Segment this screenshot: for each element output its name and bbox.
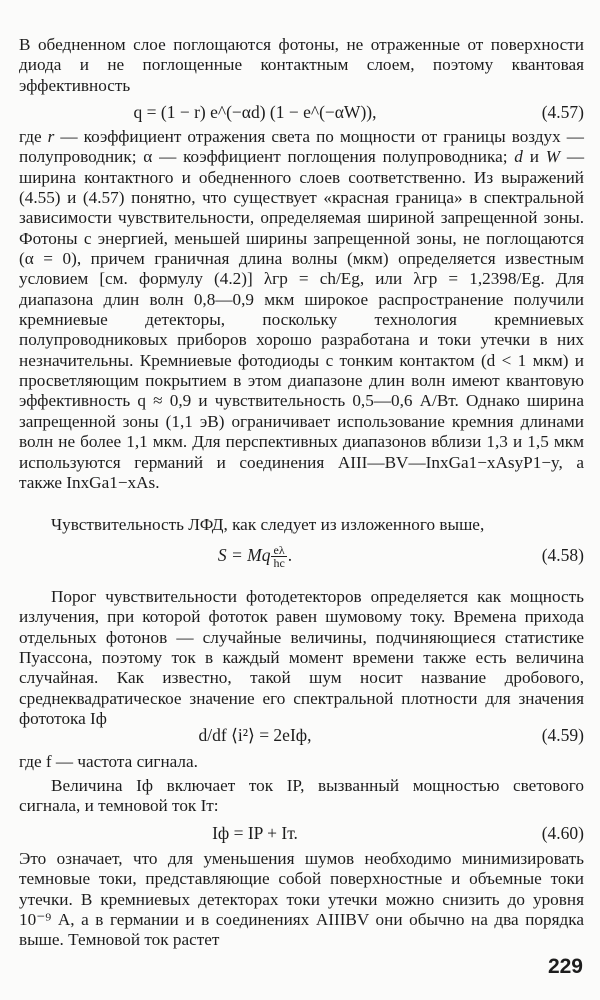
paragraph-intro: В обедненном слое поглощаются фотоны, не отраженные от поверхности диода и не поглощенные контактным слоем, поэтому квантовая эффективность bbox=[19, 35, 584, 95]
paragraph-current: Величина Iф включает ток IP, вызванный мощностью светового сигнала, и темновой ток Iт: bbox=[19, 776, 584, 816]
paragraph-threshold: Порог чувствительности фотодетекторов определяется как мощность излучения, при которой фототок равен шумовому току. Времена прихода отдельных фотонов — случайные величины, подчиняющиеся статистике Пуассона, поэтому ток в каждый момент времени также есть величина случайная. Как известно, такой шум носит название дробового, среднеквадратическое значение его спектральной плотности для значения фототока Iф bbox=[19, 587, 584, 729]
paragraph-frequency-note: где f — частота сигнала. bbox=[19, 752, 198, 771]
paragraph-dark-current: Это означает, что для уменьшения шумов необходимо минимизировать темновые токи, представляющие собой поверхностные и объемные токи утечки. В кремниевых детекторах токи утечки можно снизить до уровня 10⁻⁹ А, а в германии и в соединениях AIIIBV они обычно на два порядка выше. Темновой ток растет bbox=[19, 849, 584, 950]
equation-formula: q = (1 − r) e^(−αd) (1 − e^(−αW)), bbox=[133, 102, 377, 122]
equation-4-60 bbox=[0, 821, 600, 845]
fraction: $\frac{e\lambda}{hc}$ bbox=[273, 543, 285, 571]
page-number: 229 bbox=[547, 955, 583, 978]
equation-formula: S = Mq $\frac{e\lambda}{hc}$ . bbox=[217, 543, 293, 571]
equation-formula: Iф = IP + Iт. bbox=[212, 823, 298, 843]
paragraph-definitions: где r — коэффициент отражения света по мощности от границы воздух — полупроводник; α — коэффициент поглощения полупроводника; d и W — ширина контактного и обедненного слоев соответственно. Из выражений (4.55) и (4.57) понятно, что существует «красная граница» в спектральной зависимости чувствительности, определяемая шириной запрещенной зоны. Фотоны с энергией, меньшей ширины запрещенной зоны, не поглощаются (α = 0), причем граничная длина волны (мкм) определяется известным условием [см. формулу (4.2)] λгр = ch/Eg, или λгр = 1,2398/Eg. Для диапазона длин волн 0,8—0,9 мкм широкое распространение получили кремниевые детекторы, поскольку технология кремниевых полупроводниковых приборов хорошо разработана и токи утечки в них незначительны. Кремниевые фотодиоды с тонким контактом (d < 1 мкм) и просветляющим покрытием в этом диапазоне длин волн имеют квантовую эффективность q ≈ 0,9 и чувствительность 0,5—0,6 А/Вт. Однако ширина запрещенной зоны (1,1 эВ) ограничивает использование кремния длинами волн не более 1,1 мкм. Для перспективных диапазонов вблизи 1,3 и 1,5 мкм используются германий и соединения AIII—BV—InxGa1−xAsyP1−y, а также InxGa1−xAs. bbox=[19, 127, 585, 492]
equation-number: (4.57) bbox=[541, 102, 584, 122]
equation-number: (4.58) bbox=[541, 545, 584, 565]
paragraph-sensitivity: Чувствительность ЛФД, как следует из изложенного выше, bbox=[51, 515, 485, 534]
equation-4-58 bbox=[0, 543, 600, 571]
equation-formula: d/df ⟨i²⟩ = 2eIф, bbox=[198, 725, 312, 745]
equation-number: (4.60) bbox=[541, 823, 584, 843]
equation-4-57 bbox=[0, 100, 600, 124]
equation-4-59 bbox=[0, 723, 600, 747]
equation-number: (4.59) bbox=[541, 725, 584, 745]
